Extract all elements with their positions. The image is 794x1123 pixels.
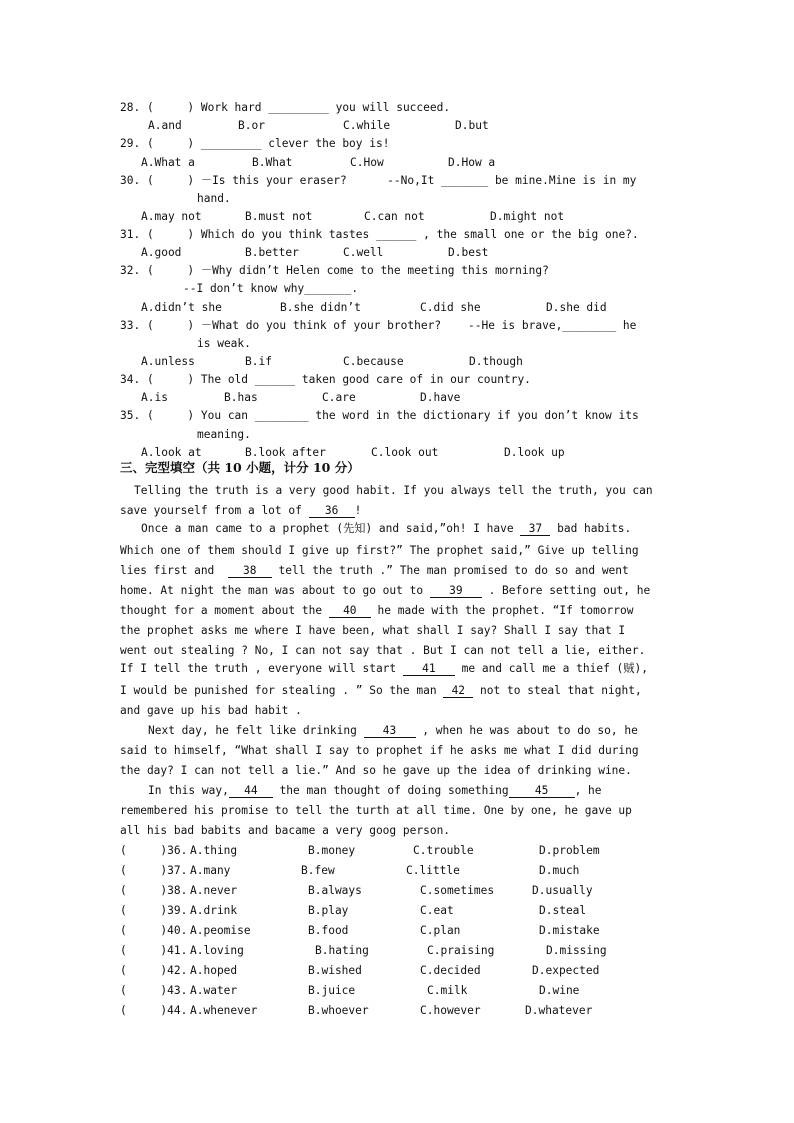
option-b: B.if: [245, 355, 272, 368]
option-a: A.never: [190, 884, 238, 897]
option-d: D.have: [420, 391, 461, 404]
cloze-label: ( )41.: [120, 944, 188, 957]
option-c: C.plan: [420, 924, 461, 937]
option-a: A.hoped: [190, 964, 238, 977]
cloze-label: ( )37.: [120, 864, 188, 877]
passage-line: In this way, 44 the man thought of doing something 45 , he: [148, 784, 602, 797]
question-continuation: is weak.: [197, 337, 251, 350]
passage-line: home. At night the man was about to go out to 39 . Before setting out, he: [120, 584, 651, 597]
passage-line: Which one of them should I give up first?” The prophet said,” Give up telling: [120, 544, 639, 557]
answer-paren: ( ): [146, 101, 195, 114]
option-b: B.whoever: [308, 1004, 369, 1017]
passage-line: thought for a moment about the 40 he made with the prophet. “If tomorrow: [120, 604, 634, 617]
option-d: D.though: [469, 355, 523, 368]
question-text: －Is this your eraser? --No,It _______ be mine.Mine is in my: [200, 174, 637, 187]
option-a: A.peomise: [190, 924, 251, 937]
question-number: 28.: [120, 101, 141, 114]
passage-line: went out stealing ? No, I can not say that . But I can not tell a lie, either.: [120, 644, 646, 657]
question-number: 32.: [120, 264, 141, 277]
option-d: D.whatever: [525, 1004, 593, 1017]
option-b: B.must not: [245, 210, 313, 223]
question-text: The old ______ taken good care of in our country.: [200, 373, 531, 386]
option-b: B.hating: [315, 944, 369, 957]
question-number: 29.: [120, 137, 141, 150]
option-a: A.What a: [141, 156, 195, 169]
option-c: C.How: [350, 156, 384, 169]
option-b: B.What: [252, 156, 293, 169]
option-a: A.may not: [141, 210, 202, 223]
option-d: D.missing: [546, 944, 607, 957]
option-d: D.expected: [532, 964, 600, 977]
cloze-label: ( )43.: [120, 984, 188, 997]
passage-line: save yourself from a lot of 36 !: [120, 504, 362, 517]
question-30: [120, 174, 636, 188]
option-d: D.wine: [539, 984, 580, 997]
option-c: C.sometimes: [420, 884, 495, 897]
option-d: D.usually: [532, 884, 593, 897]
option-a: A.water: [190, 984, 238, 997]
option-c: C.did she: [420, 301, 481, 314]
option-a: A.is: [141, 391, 168, 404]
option-d: D.might not: [490, 210, 565, 223]
option-b: B.food: [308, 924, 349, 937]
question-text: Which do you think tastes ______ , the small one or the big one?.: [200, 228, 639, 241]
question-continuation: meaning.: [197, 428, 251, 441]
passage-line: lies first and 38 tell the truth .” The man promised to do so and went: [120, 564, 629, 577]
question-29: [120, 137, 389, 151]
answer-paren: ( ): [146, 228, 195, 241]
option-d: D.How a: [448, 156, 496, 169]
option-b: B.money: [308, 844, 356, 857]
blank-40: 40: [329, 605, 371, 618]
option-b: B.better: [245, 246, 299, 259]
option-c: C.because: [343, 355, 404, 368]
passage-line: Next day, he felt like drinking 43 , when he was about to do so, he: [148, 724, 638, 737]
passage-line: If I tell the truth , everyone will start 41 me and call me a thief (贼),: [120, 662, 648, 675]
option-a: A.and: [148, 119, 182, 132]
cloze-label: ( )40.: [120, 924, 188, 937]
question-35: [120, 409, 639, 423]
option-b: B.always: [308, 884, 362, 897]
question-31: [120, 228, 639, 242]
option-a: A.look at: [141, 446, 202, 459]
option-d: D.much: [539, 864, 580, 877]
cloze-label: ( )38.: [120, 884, 188, 897]
passage-line: Telling the truth is a very good habit. If you always tell the truth, you can: [134, 484, 653, 497]
option-c: C.can not: [364, 210, 425, 223]
blank-43: 43: [364, 725, 416, 738]
option-b: B.few: [301, 864, 335, 877]
section-heading: 三、完型填空（共 10 小题，计分 10 分）: [120, 460, 360, 475]
question-continuation: --I don’t know why_______.: [183, 282, 359, 295]
question-number: 30.: [120, 174, 141, 187]
option-a: A.good: [141, 246, 182, 259]
question-continuation: hand.: [197, 192, 231, 205]
question-number: 33.: [120, 319, 141, 332]
cloze-label: ( )36.: [120, 844, 188, 857]
question-text: －Why didn’t Helen come to the meeting this morning?: [200, 264, 549, 277]
option-d: D.but: [455, 119, 489, 132]
option-b: B.she didn’t: [280, 301, 361, 314]
passage-line: the day? I can not tell a lie.” And so he gave up the idea of drinking wine.: [120, 764, 632, 777]
option-a: A.thing: [190, 844, 238, 857]
option-d: D.she did: [546, 301, 607, 314]
passage-line: I would be punished for stealing . ” So the man 42 not to steal that night,: [120, 684, 642, 697]
passage-line: and gave up his bad habit .: [120, 704, 302, 717]
answer-paren: ( ): [146, 137, 195, 150]
option-c: C.are: [322, 391, 356, 404]
blank-42: 42: [443, 685, 473, 698]
option-b: B.wished: [308, 964, 362, 977]
option-b: B.look after: [245, 446, 326, 459]
option-b: B.play: [308, 904, 349, 917]
option-c: C.little: [406, 864, 460, 877]
answer-paren: ( ): [146, 264, 195, 277]
question-text: You can ________ the word in the dictionary if you don’t know its: [200, 409, 639, 422]
blank-41: 41: [403, 663, 455, 676]
option-d: D.problem: [539, 844, 600, 857]
passage-line: remembered his promise to tell the turth at all time. One by one, he gave up: [120, 804, 632, 817]
question-32: [120, 264, 549, 278]
option-c: C.while: [343, 119, 391, 132]
option-d: D.look up: [504, 446, 565, 459]
question-number: 34.: [120, 373, 141, 386]
blank-45: 45: [509, 785, 575, 798]
option-c: C.trouble: [413, 844, 474, 857]
question-number: 35.: [120, 409, 141, 422]
option-c: C.decided: [420, 964, 481, 977]
question-34: [120, 373, 531, 387]
question-text: Work hard _________ you will succeed.: [200, 101, 451, 114]
option-c: C.eat: [420, 904, 454, 917]
blank-36: 36: [309, 505, 355, 518]
option-d: D.mistake: [539, 924, 600, 937]
option-b: B.has: [224, 391, 258, 404]
question-number: 31.: [120, 228, 141, 241]
blank-39: 39: [430, 585, 482, 598]
blank-37: 37: [520, 523, 550, 536]
option-c: C.however: [420, 1004, 481, 1017]
blank-44: 44: [229, 785, 273, 798]
option-a: A.didn’t she: [141, 301, 222, 314]
cloze-label: ( )42.: [120, 964, 188, 977]
option-c: C.look out: [371, 446, 439, 459]
answer-paren: ( ): [146, 319, 195, 332]
answer-paren: ( ): [146, 373, 195, 386]
cloze-label: ( )44.: [120, 1004, 188, 1017]
answer-paren: ( ): [146, 174, 195, 187]
question-28: [120, 101, 450, 115]
question-text: －What do you think of your brother? --He is brave,________ he: [200, 319, 637, 332]
passage-line: all his bad babits and bacame a very goog person.: [120, 824, 451, 837]
passage-line: said to himself, “What shall I say to prophet if he asks me what I did during: [120, 744, 639, 757]
option-a: A.many: [190, 864, 231, 877]
option-a: A.loving: [190, 944, 244, 957]
option-c: C.well: [343, 246, 384, 259]
option-c: C.praising: [427, 944, 495, 957]
option-a: A.drink: [190, 904, 238, 917]
option-d: D.steal: [539, 904, 587, 917]
question-33: [120, 319, 636, 333]
option-c: C.milk: [427, 984, 468, 997]
passage-line: the prophet asks me where I have been, what shall I say? Shall I say that I: [120, 624, 626, 637]
option-b: B.juice: [308, 984, 356, 997]
option-b: B.or: [238, 119, 265, 132]
cloze-label: ( )39.: [120, 904, 188, 917]
blank-38: 38: [228, 565, 272, 578]
answer-paren: ( ): [146, 409, 195, 422]
option-a: A.whenever: [190, 1004, 258, 1017]
option-a: A.unless: [141, 355, 195, 368]
option-d: D.best: [448, 246, 489, 259]
question-text: _________ clever the boy is!: [200, 137, 390, 150]
passage-line: Once a man came to a prophet (先知) and said,”oh! I have 37 bad habits.: [141, 522, 632, 535]
